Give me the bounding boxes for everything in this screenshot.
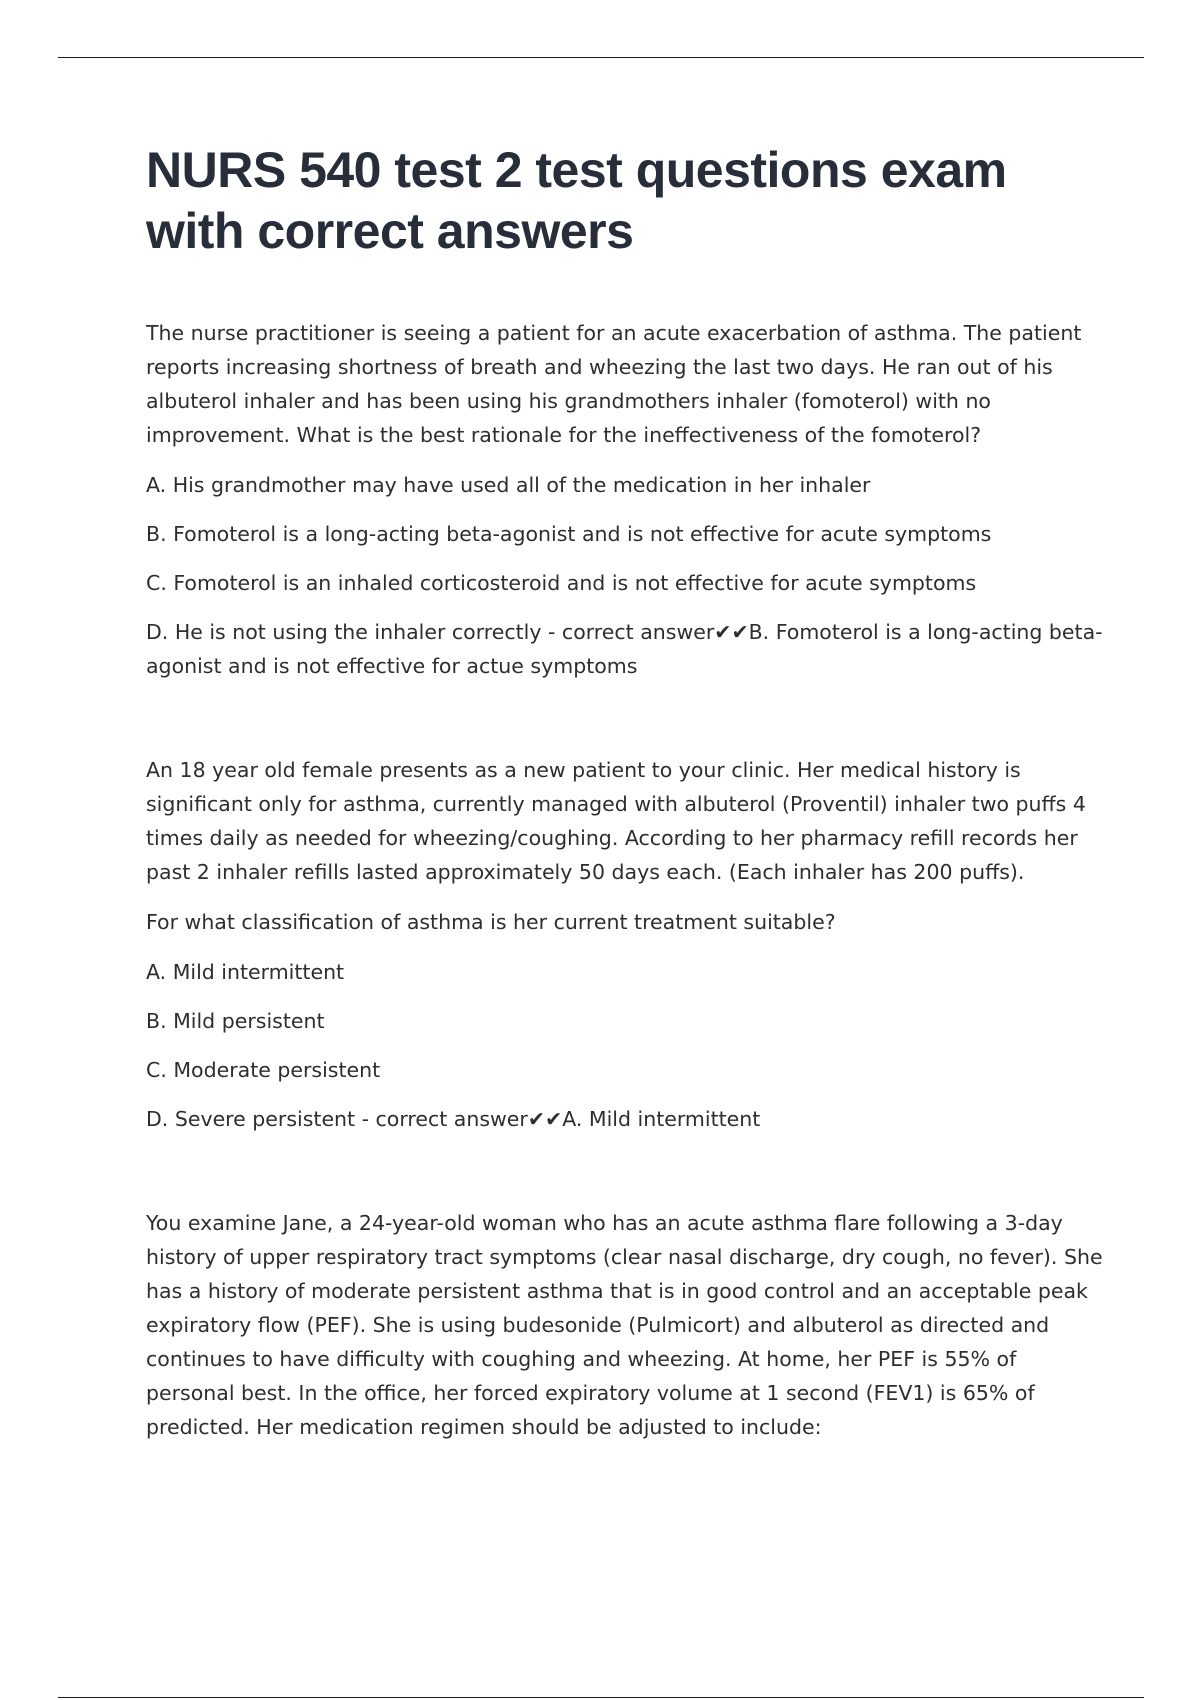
question-stem: You examine Jane, a 24-year-old woman who has an acute asthma flare following a 3-day history of upper respiratory tract symptoms (clear nasal discharge, dry cough, no fever). She has a history of moderate persistent asthma that is in good control and an acceptable peak expiratory flow (PEF). She is using budesonide (Pulmicort) and albuterol as directed and continues to have difficulty with coughing and wheezing. At home, her PEF is 55% of personal best. In the office, her forced expiratory volume at 1 second (FEV1) is 65% of predicted. Her medication regimen should be adjusted to include: — [146, 1211, 1103, 1439]
answer-option-a: A. Mild intermittent — [146, 960, 345, 984]
answer-option-d-with-correct-answer: D. Severe persistent - correct answer✔✔A. Mild intermittent — [146, 1107, 761, 1131]
answer-option-a: A. His grandmother may have used all of the medication in her inhaler — [146, 473, 871, 497]
question-3 — [146, 1206, 1106, 1444]
answer-option-c: C. Moderate persistent — [146, 1058, 381, 1082]
question-prompt: For what classification of asthma is her current treatment suitable? — [146, 910, 836, 934]
question-1 — [146, 316, 1106, 683]
answer-option-c: C. Fomoterol is an inhaled corticosteroid and is not effective for acute symptoms — [146, 571, 977, 595]
bottom-divider — [58, 1697, 1144, 1698]
answer-option-b: B. Mild persistent — [146, 1009, 325, 1033]
document-body — [146, 140, 1106, 1460]
document-title: NURS 540 test 2 test questions exam with correct answers — [146, 142, 1007, 259]
question-stem: An 18 year old female presents as a new patient to your clinic. Her medical history is significant only for asthma, currently managed with albuterol (Proventil) inhaler two puffs 4 times daily as needed for wheezing/coughing. According to her pharmacy refill records her past 2 inhaler refills lasted approximately 50 days each. (Each inhaler has 200 puffs). — [146, 758, 1086, 884]
question-stem: The nurse practitioner is seeing a patient for an acute exacerbation of asthma. The patient reports increasing shortness of breath and wheezing the last two days. He ran out of his albuterol inhaler and has been using his grandmothers inhaler (fomoterol) with no improvement. What is the best rationale for the ineffectiveness of the fomoterol? — [146, 321, 1082, 447]
answer-option-d-with-correct-answer: D. He is not using the inhaler correctly - correct answer✔✔B. Fomoterol is a long-acting beta-agonist and is not effective for actue symptoms — [146, 620, 1103, 678]
answer-option-b: B. Fomoterol is a long-acting beta-agonist and is not effective for acute symptoms — [146, 522, 992, 546]
question-2 — [146, 753, 1106, 1136]
top-divider — [58, 57, 1144, 58]
